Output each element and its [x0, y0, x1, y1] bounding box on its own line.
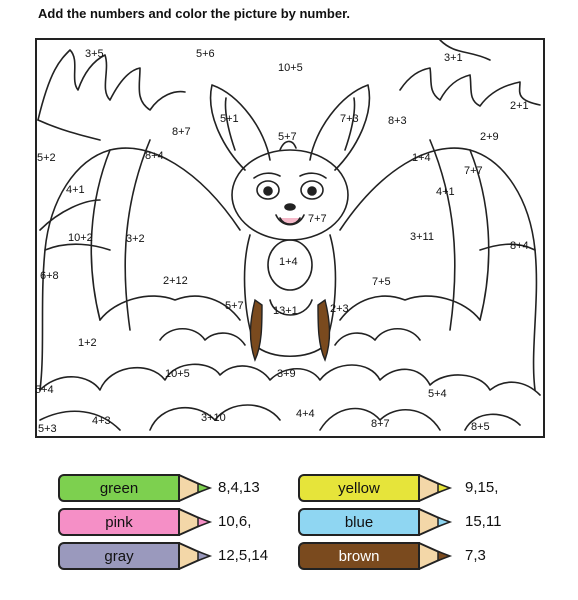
region-sum-label: 4+1 — [66, 184, 85, 196]
pencil-green — [58, 474, 216, 502]
region-sum-label: 3+10 — [201, 412, 226, 424]
region-sum-label: 10+2 — [68, 232, 93, 244]
region-sum-label: 5+7 — [278, 131, 297, 143]
region-sum-label: 7+7 — [464, 165, 483, 177]
region-sum-label: 2+1 — [510, 100, 529, 112]
region-sum-label: 2+3 — [330, 303, 349, 315]
pencil-tip-icon — [418, 542, 456, 570]
pencil-yellow — [298, 474, 456, 502]
region-sum-label: 2+12 — [163, 275, 188, 287]
region-sum-label: 8+4 — [145, 150, 164, 162]
region-sum-label: 3+9 — [277, 368, 296, 380]
region-sum-label: 7+3 — [340, 113, 359, 125]
region-sum-label: 2+9 — [480, 131, 499, 143]
region-sum-label: 8+7 — [172, 126, 191, 138]
region-sum-label: 8+7 — [371, 418, 390, 430]
pencil-pink — [58, 508, 216, 536]
pencil-number-list: 10,6, — [218, 513, 252, 530]
region-sum-label: 5+4 — [428, 388, 447, 400]
region-sum-label: 4+1 — [436, 186, 455, 198]
region-sum-label: 7+7 — [308, 213, 327, 225]
pencil-tip-icon — [178, 542, 216, 570]
region-sum-label: 13+1 — [273, 305, 298, 317]
pencil-color-label: pink — [105, 513, 133, 531]
pencil-tip-icon — [418, 508, 456, 536]
region-sum-label: 3+5 — [85, 48, 104, 60]
region-sum-label: 3+1 — [444, 52, 463, 64]
pencil-number-list: 12,5,14 — [218, 547, 269, 564]
pencil-tip-icon — [178, 474, 216, 502]
region-sum-label: 8+3 — [388, 115, 407, 127]
region-sum-label: 5+6 — [196, 48, 215, 60]
pencil-number-list: 15,11 — [465, 513, 502, 530]
region-sum-label: 10+5 — [278, 62, 303, 74]
region-sum-label: 5+2 — [37, 152, 56, 164]
region-sum-label: 3+2 — [126, 233, 145, 245]
region-sum-label: 10+5 — [165, 368, 190, 380]
pencil-gray — [58, 542, 216, 570]
instructions-title: Add the numbers and color the picture by number. — [38, 6, 351, 21]
pencil-tip-icon — [418, 474, 456, 502]
pencil-color-label: brown — [338, 547, 380, 565]
pencil-color-label: blue — [344, 513, 374, 531]
region-sum-label: 1+4 — [279, 256, 298, 268]
region-sum-label: 3+11 — [410, 231, 434, 243]
pencil-color-label: yellow — [338, 479, 380, 497]
pencil-number-list: 9,15, — [465, 479, 499, 496]
region-sum-label: 5+1 — [220, 113, 239, 125]
pencil-color-label: green — [99, 479, 139, 497]
region-sum-label: 4+4 — [296, 408, 315, 420]
pencil-tip-icon — [178, 508, 216, 536]
pencil-number-list: 7,3 — [465, 547, 486, 564]
region-sum-label: 6+8 — [40, 270, 59, 282]
region-sum-label: 1+4 — [412, 152, 431, 164]
region-sum-label: 1+2 — [78, 337, 97, 349]
pencil-color-label: gray — [104, 547, 134, 565]
pencil-number-list: 8,4,13 — [218, 479, 260, 496]
region-sum-label: 5+7 — [225, 300, 244, 312]
region-sum-label: 5+4 — [35, 384, 54, 396]
pencil-brown — [298, 542, 456, 570]
pencil-blue — [298, 508, 456, 536]
region-sum-label: 8+5 — [471, 421, 490, 433]
region-sum-label: 7+5 — [372, 276, 391, 288]
region-sum-label: 8+4 — [510, 240, 529, 252]
region-sum-label: 4+3 — [92, 415, 111, 427]
region-sum-label: 5+3 — [38, 423, 57, 435]
